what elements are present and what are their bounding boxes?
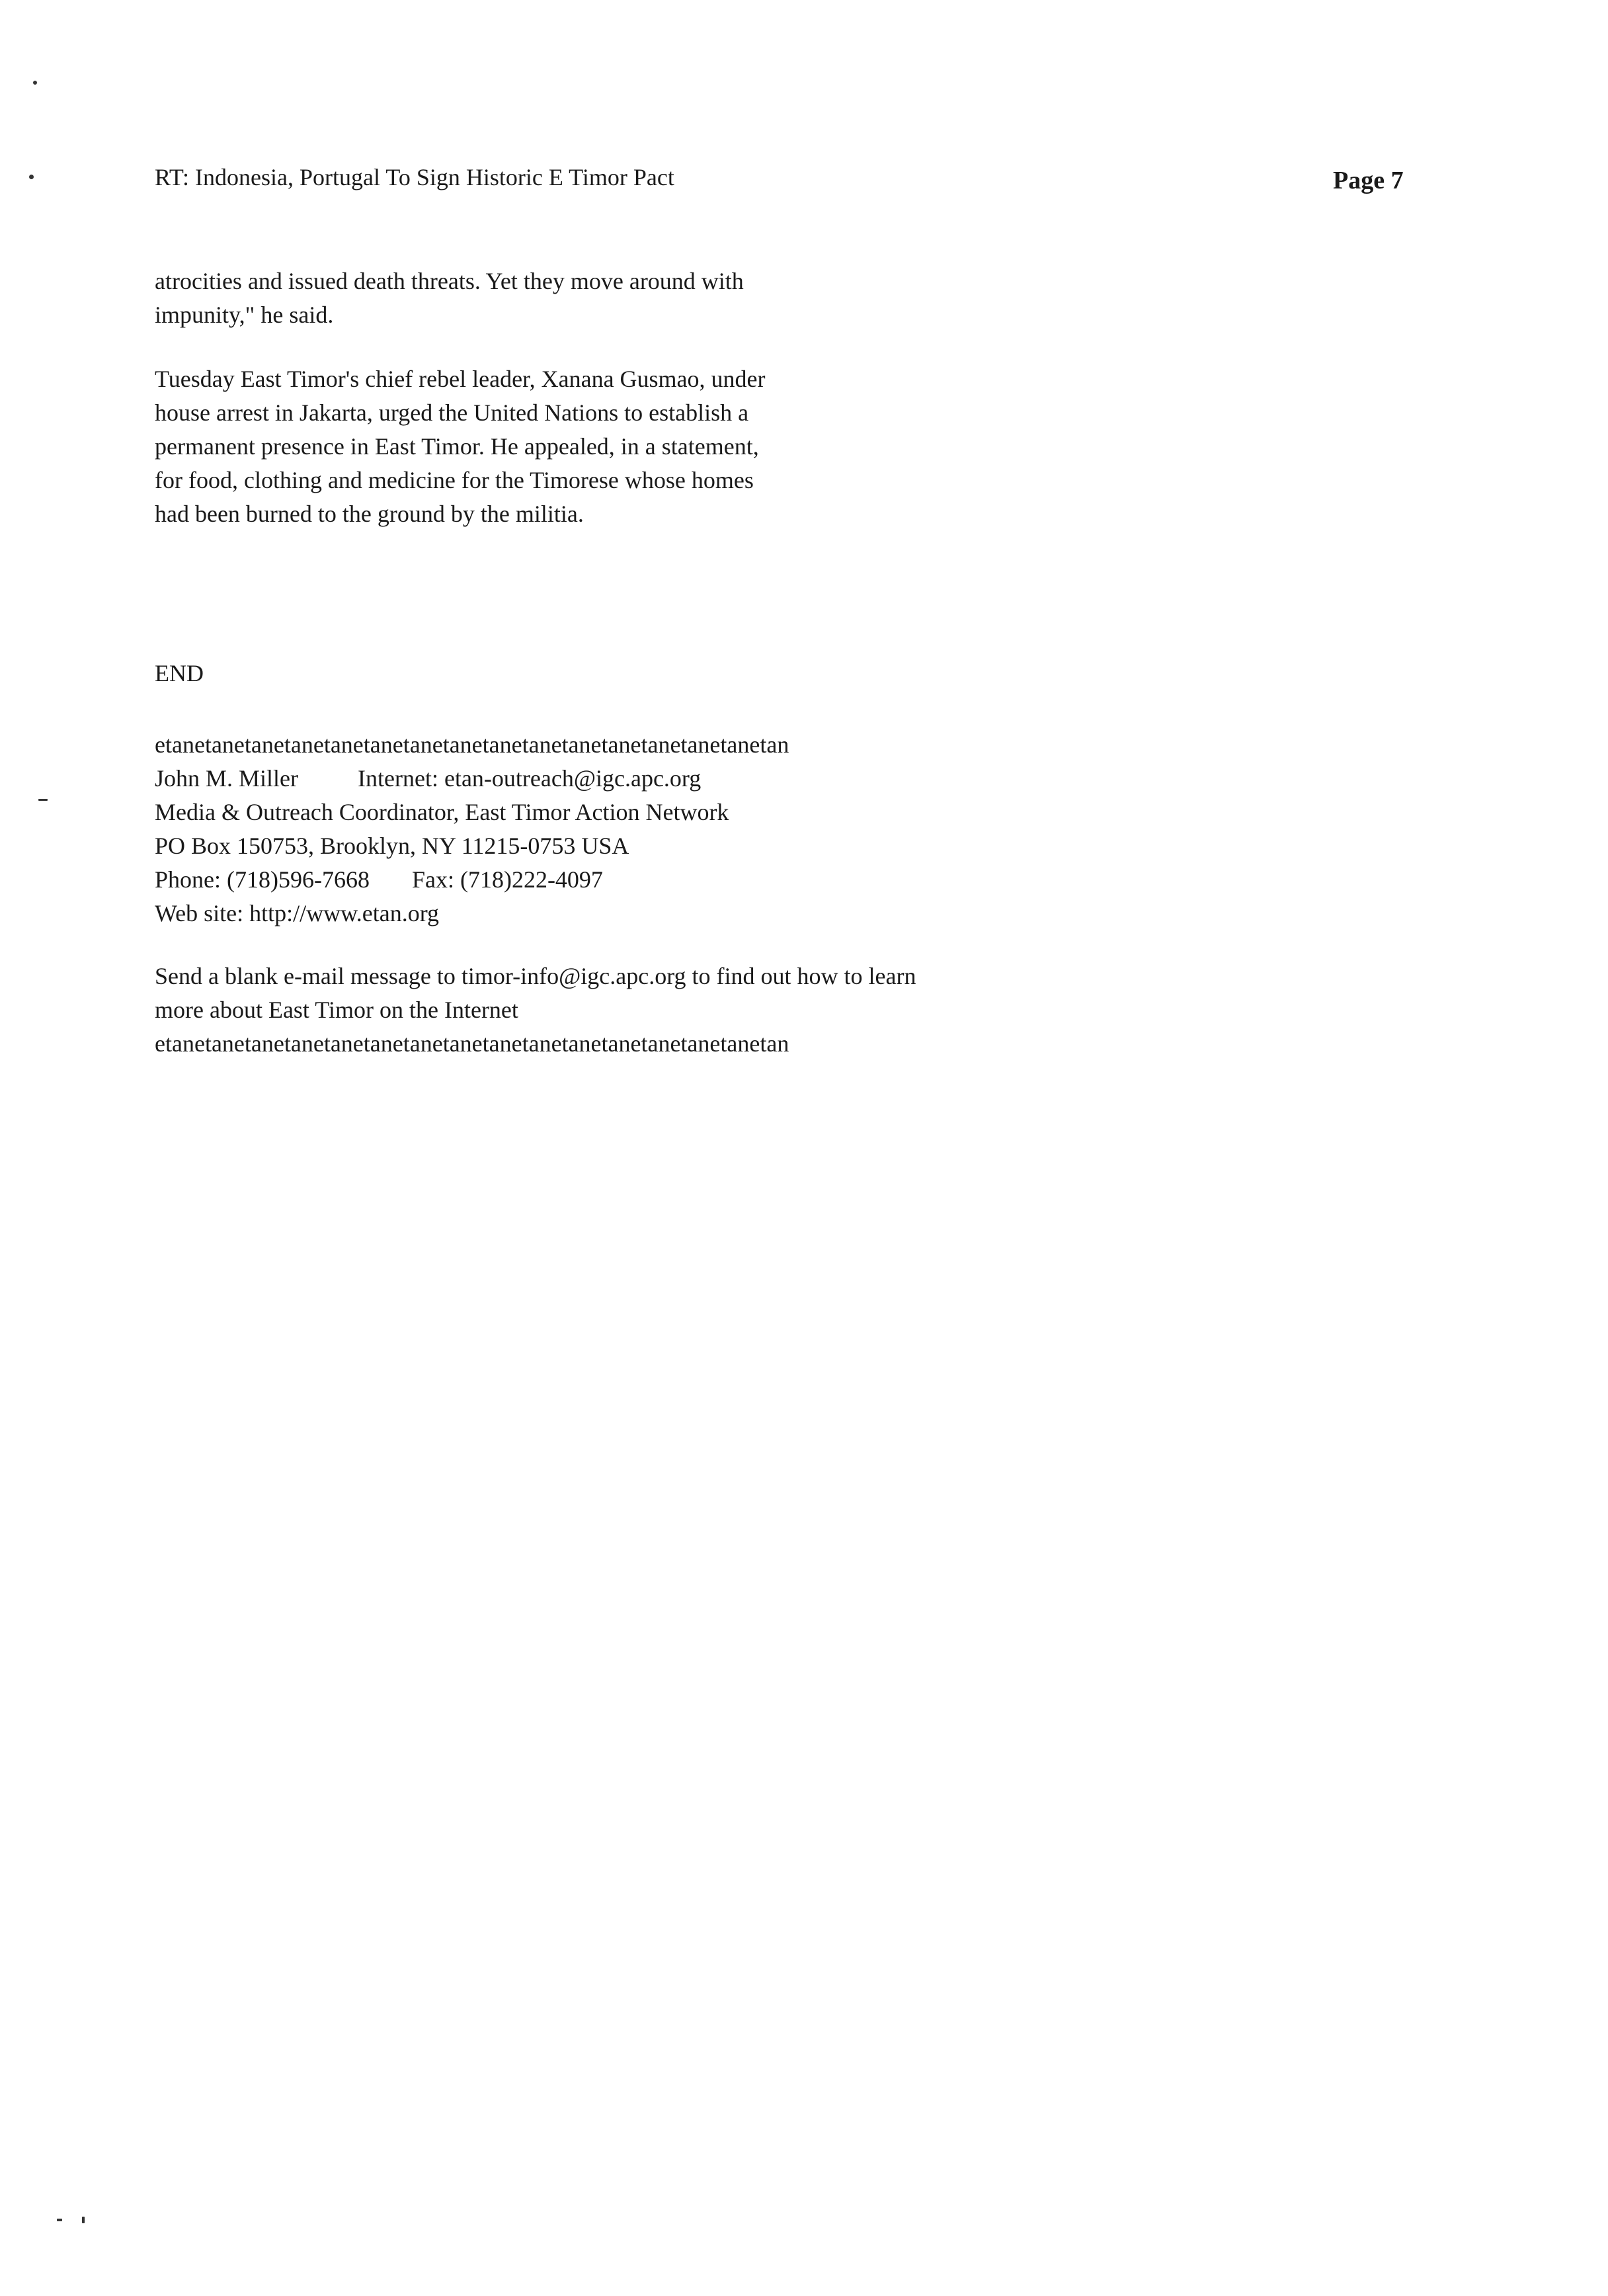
contact-name: John M. Miller	[155, 765, 299, 792]
scan-speck	[57, 2219, 62, 2221]
scan-speck	[33, 81, 37, 85]
paragraph-line: impunity," he said.	[155, 302, 334, 328]
paragraph-line: atrocities and issued death threats. Yet they move around with	[155, 268, 744, 294]
postal-address: PO Box 150753, Brooklyn, NY 11215-0753 USA	[155, 833, 629, 859]
footer-line: Send a blank e-mail message to timor-info@igc.apc.org to find out how to learn	[155, 963, 916, 989]
contact-line	[155, 762, 789, 796]
paragraph-line: Tuesday East Timor's chief rebel leader, Xanana Gusmao, under	[155, 366, 766, 392]
phone-number: Phone: (718)596-7668	[155, 866, 370, 893]
paragraph-line: permanent presence in East Timor. He appealed, in a statement,	[155, 433, 759, 460]
email-address[interactable]: etan-outreach@igc.apc.org	[444, 765, 702, 792]
scan-speck	[38, 799, 48, 801]
contact-role: Media & Outreach Coordinator, East Timor Action Network	[155, 799, 729, 825]
phone-fax-line	[155, 863, 789, 897]
page-number: Page 7	[1333, 167, 1404, 194]
fax-number: Fax: (718)222-4097	[411, 866, 603, 893]
body-paragraph	[155, 265, 744, 332]
paragraph-line: for food, clothing and medicine for the Timorese whose homes	[155, 467, 754, 493]
signature-block	[155, 728, 789, 930]
end-marker: END	[155, 660, 204, 686]
paragraph-line: house arrest in Jakarta, urged the United Nations to establish a	[155, 399, 749, 426]
document-header-title: RT: Indonesia, Portugal To Sign Historic E Timor Pact	[155, 164, 674, 190]
paragraph-line: had been burned to the ground by the militia.	[155, 501, 584, 527]
separator-line: etanetanetanetanetanetanetanetanetanetanetanetanetanetanetanetan	[155, 731, 789, 758]
separator-line: etanetanetanetanetanetanetanetanetanetanetanetanetanetanetanetan	[155, 1030, 789, 1057]
footer-block	[155, 960, 916, 1061]
scan-speck	[82, 2217, 85, 2223]
scan-speck	[29, 175, 34, 179]
website-link[interactable]: Web site: http://www.etan.org	[155, 900, 440, 926]
body-paragraph	[155, 362, 766, 531]
footer-line: more about East Timor on the Internet	[155, 997, 518, 1023]
internet-label: Internet:	[358, 765, 438, 792]
